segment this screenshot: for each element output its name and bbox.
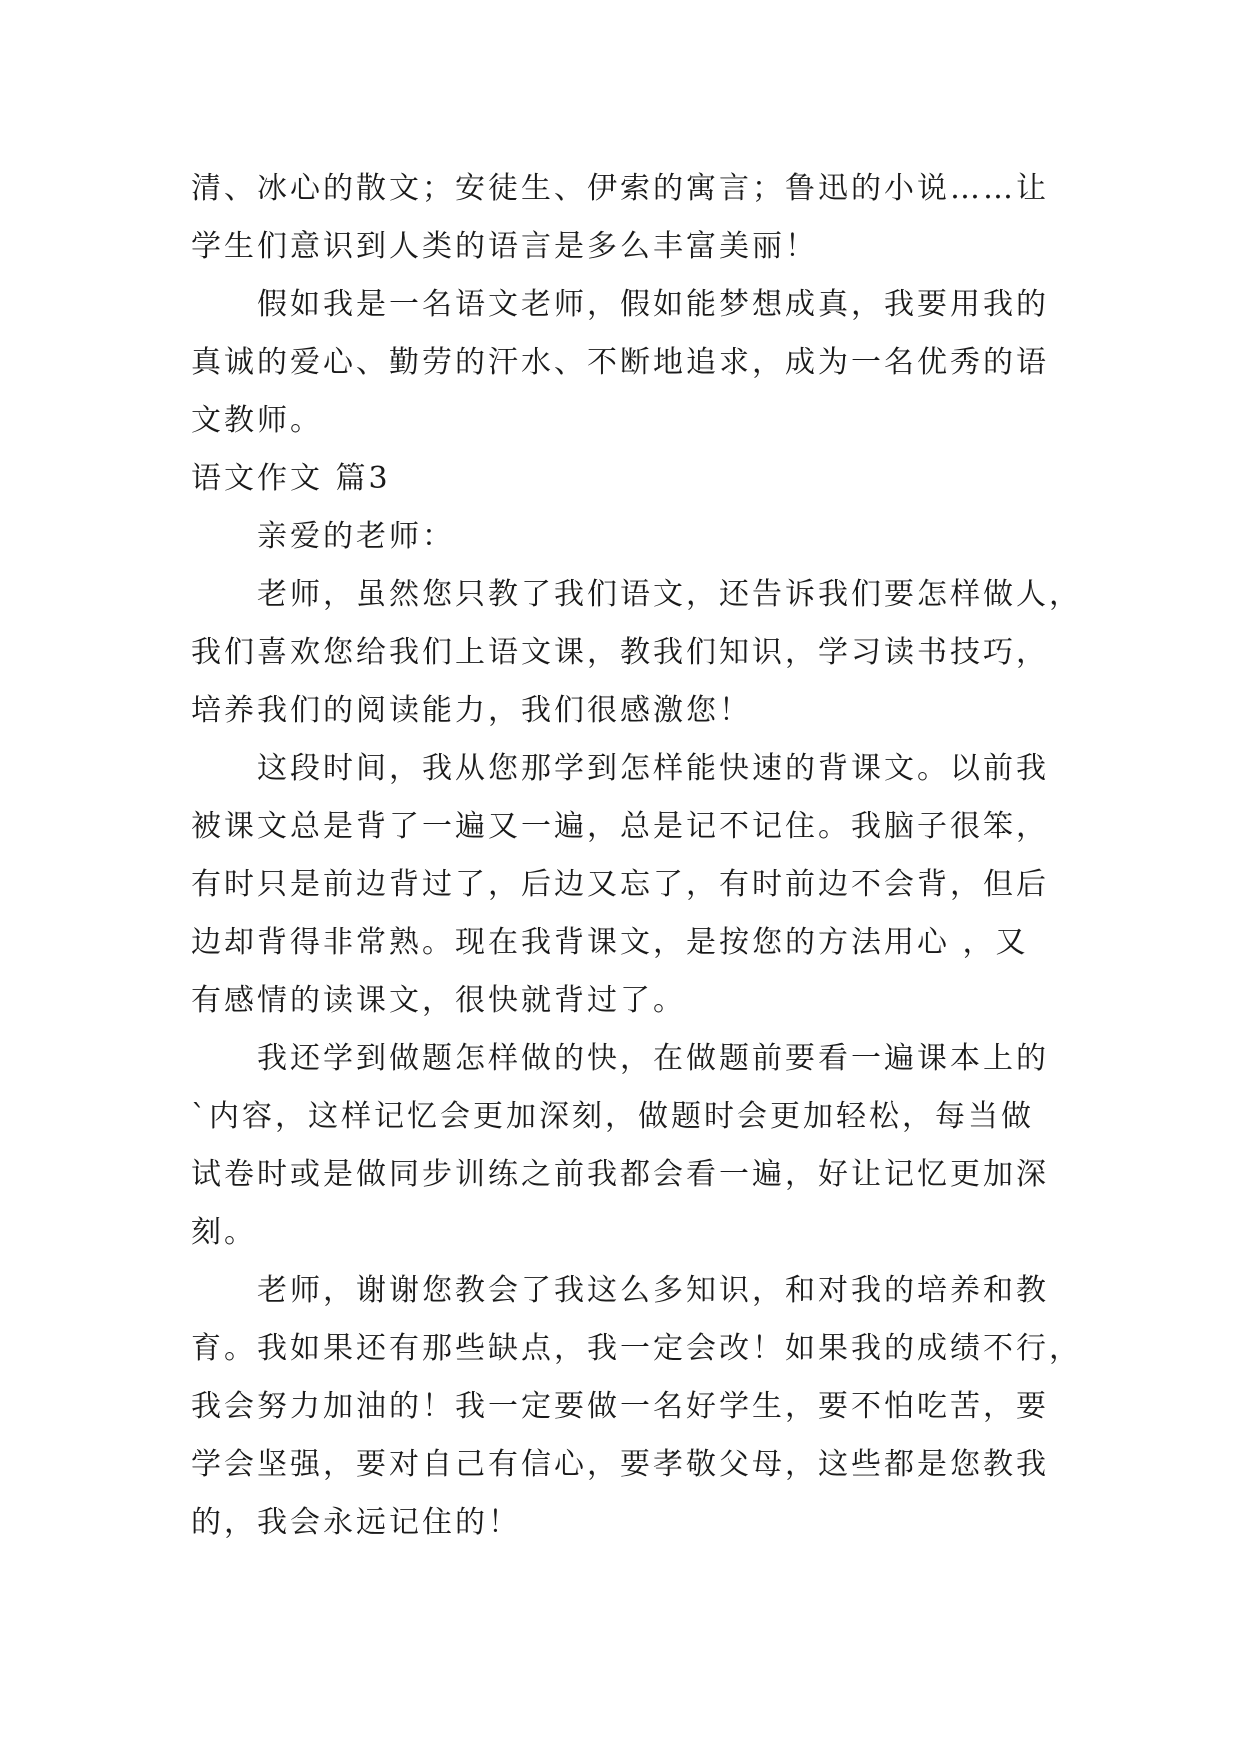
- text-line: 清、冰心的散文；安徒生、伊索的寓言；鲁迅的小说……让: [191, 171, 1049, 206]
- text-line: 培养我们的阅读能力，我们很感激您！: [191, 693, 752, 728]
- text-line: `内容，这样记忆会更加深刻，做题时会更加轻松，每当做: [191, 1099, 1034, 1134]
- text-line: 育。我如果还有那些缺点，我一定会改！如果我的成绩不行，: [191, 1331, 1082, 1366]
- paragraph-start-line: 我还学到做题怎样做的快，在做题前要看一遍课本上的: [257, 1041, 1049, 1076]
- paragraph-start-line: 假如我是一名语文老师，假如能梦想成真，我要用我的: [257, 287, 1049, 322]
- section-heading: 语文作文 篇3: [191, 461, 391, 496]
- paragraph-start-line: 这段时间，我从您那学到怎样能快速的背课文。以前我: [257, 751, 1049, 786]
- text-line: 我会努力加油的！我一定要做一名好学生，要不怕吃苦，要: [191, 1389, 1049, 1424]
- text-line: 学会坚强，要对自己有信心，要孝敬父母，这些都是您教我: [191, 1447, 1049, 1482]
- salutation-line: 亲爱的老师：: [257, 519, 455, 554]
- document-body: [191, 160, 1082, 1552]
- text-line: 学生们意识到人类的语言是多么丰富美丽！: [191, 229, 818, 264]
- text-line: 有时只是前边背过了，后边又忘了，有时前边不会背，但后: [191, 867, 1049, 902]
- text-line: 边却背得非常熟。现在我背课文，是按您的方法用心 ，又: [191, 925, 1029, 960]
- text-line: 真诚的爱心、勤劳的汗水、不断地追求，成为一名优秀的语: [191, 345, 1049, 380]
- text-line: 有感情的读课文，很快就背过了。: [191, 983, 686, 1018]
- text-line: 的，我会永远记住的！: [191, 1505, 521, 1540]
- paragraph-start-line: 老师，谢谢您教会了我这么多知识，和对我的培养和教: [257, 1273, 1049, 1308]
- text-line: 文教师。: [191, 403, 323, 438]
- paragraph-start-line: 老师，虽然您只教了我们语文，还告诉我们要怎样做人，: [257, 577, 1082, 612]
- text-line: 试卷时或是做同步训练之前我都会看一遍，好让记忆更加深: [191, 1157, 1049, 1192]
- text-line: 我们喜欢您给我们上语文课，教我们知识，学习读书技巧，: [191, 635, 1049, 670]
- text-line: 被课文总是背了一遍又一遍，总是记不记住。我脑子很笨，: [191, 809, 1049, 844]
- text-line: 刻。: [191, 1215, 257, 1250]
